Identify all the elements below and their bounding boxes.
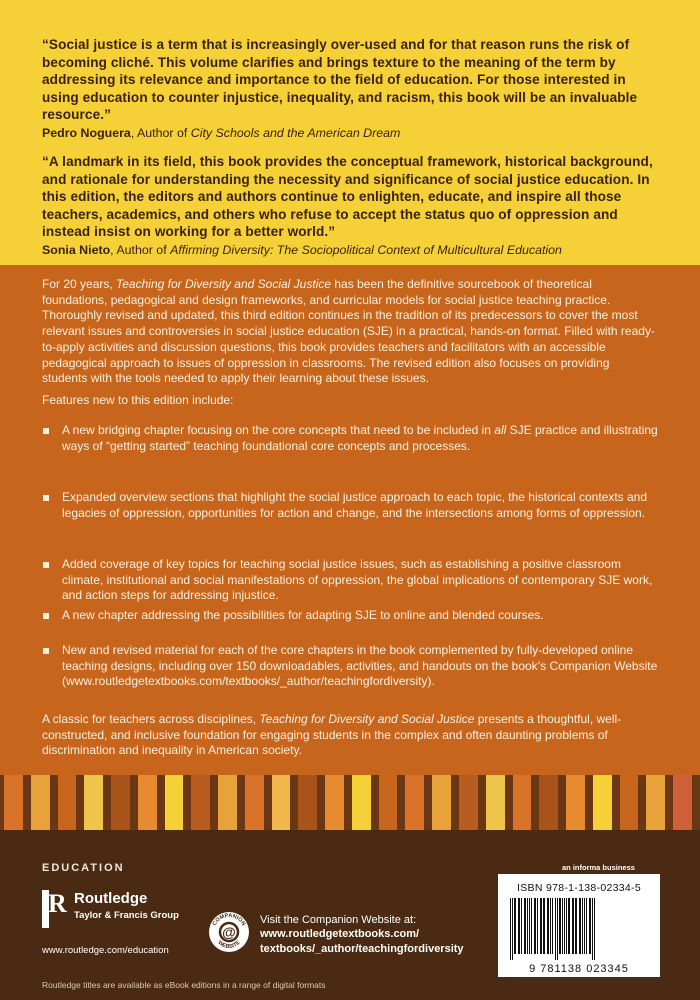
- badge-top-text: COMPANION: [211, 912, 247, 927]
- barcode-bar: [557, 898, 558, 960]
- quote-role: , Author of: [110, 242, 171, 257]
- companion-intro: Visit the Companion Website at:: [260, 914, 417, 926]
- barcode-bar: [529, 898, 530, 954]
- decorative-stripe: [646, 775, 665, 830]
- barcode-bar: [582, 898, 583, 954]
- barcode-bar: [568, 898, 570, 954]
- barcode-bar: [584, 898, 585, 954]
- barcode-bar: [566, 898, 567, 954]
- barcode-bar: [572, 898, 574, 954]
- bullet-square-icon: [43, 562, 49, 568]
- barcode-bar: [537, 898, 538, 954]
- decorative-stripe: [352, 775, 371, 830]
- feature-text-end: SJE practice and illustrating ways of “getting started” teaching foundational core concepts and processes.: [62, 423, 658, 453]
- decorative-stripe: [245, 775, 264, 830]
- barcode-bar: [592, 898, 593, 960]
- intro-paragraph: [42, 277, 658, 387]
- subject-category: EDUCATION: [42, 862, 125, 874]
- barcode-bar: [540, 898, 542, 954]
- companion-url-line-1[interactable]: www.routledgetextbooks.com/: [260, 928, 420, 940]
- decorative-stripe: [165, 775, 184, 830]
- intro-text-start: For 20 years,: [42, 277, 117, 291]
- endorsement-quote: [42, 153, 664, 258]
- quote-work: Affirming Diversity: The Sociopolitical Context of Multicultural Education: [170, 242, 562, 257]
- barcode-bar: [512, 898, 513, 960]
- bullet-square-icon: [43, 428, 49, 434]
- decorative-stripe: [593, 775, 612, 830]
- barcode-bar: [594, 898, 595, 960]
- decorative-stripe: [620, 775, 639, 830]
- feature-text: Expanded overview sections that highlight the social justice approach to each topic, the historical contexts and legacies of oppression, opportunities for action and change, and the intersections among forms of oppression.: [62, 490, 648, 520]
- feature-text: Added coverage of key topics for teaching social justice issues, such as establishing a positive classroom climate, institutional and social manifestations of oppression, the global implications of contemporary SJE work, and action steps for addressing injustice.: [62, 557, 653, 603]
- closing-text-start: A classic for teachers across disciplines,: [42, 712, 260, 726]
- quote-text: “Social justice is a term that is increasingly over-used and for that reason runs the risk of becoming cliché. This volume clarifies and brings texture to the meaning of the term by addressing its relevance and importance to the field of education. For those interested in using education to counter injustice, inequality, and racism, this book will be an invaluable resource.”: [42, 37, 638, 123]
- barcode-bar: [524, 898, 526, 954]
- quote-author: Pedro Noguera: [42, 125, 131, 140]
- barcode-bar: [547, 898, 549, 954]
- barcode-bar: [579, 898, 581, 954]
- bullet-square-icon: [43, 495, 49, 501]
- quote-author: Sonia Nieto: [42, 242, 111, 257]
- decorative-stripe: [272, 775, 291, 830]
- ebook-note: Routledge titles are available as eBook editions in a range of digital formats: [42, 980, 326, 990]
- barcode-bar: [510, 898, 511, 960]
- features-heading: Features new to this edition include:: [42, 393, 234, 407]
- barcode-bar: [564, 898, 565, 954]
- publisher-footer: [0, 830, 700, 1000]
- quote-attribution: [42, 126, 664, 141]
- companion-website-info: [260, 913, 500, 956]
- decorative-stripe: [298, 775, 317, 830]
- publisher-name: Routledge: [74, 890, 148, 907]
- publisher-group: Taylor & Francis Group: [74, 910, 179, 921]
- routledge-mark-letter: R: [48, 890, 67, 918]
- quote-role: , Author of: [130, 125, 191, 140]
- barcode-bar: [575, 898, 577, 954]
- decorative-stripe: [191, 775, 210, 830]
- feature-emphasis: all: [494, 423, 507, 437]
- closing-paragraph: [42, 712, 658, 759]
- bullet-square-icon: [43, 648, 49, 654]
- companion-url-line-2[interactable]: textbooks/_author/teachingfordiversity: [260, 942, 464, 955]
- barcode-bar: [586, 898, 587, 954]
- decorative-stripe: [459, 775, 478, 830]
- isbn-number: ISBN 978-1-138-02334-5: [517, 882, 641, 894]
- decorative-stripe: [405, 775, 424, 830]
- badge-bottom-text: WEBSITE: [216, 939, 242, 951]
- decorative-stripe: [432, 775, 451, 830]
- barcode-bar: [559, 898, 561, 954]
- barcode-digits: 9 781138 023345: [529, 963, 629, 975]
- barcode-bar: [527, 898, 528, 954]
- closing-text-end: presents a thoughtful, well-constructed, and inclusive foundation for engaging students in the complex and often daunting problems of discrimination and inequality in American society.: [42, 712, 622, 758]
- barcode-bar: [534, 898, 536, 954]
- quote-attribution: [42, 243, 664, 258]
- book-title-italic: Teaching for Diversity and Social Justice: [259, 712, 475, 726]
- feature-text-start: A new bridging chapter focusing on the core concepts that need to be included in: [62, 423, 495, 437]
- decorative-stripe: [58, 775, 77, 830]
- svg-text:@: @: [222, 924, 236, 940]
- barcode-graphic: [498, 874, 660, 977]
- description-section: [0, 265, 700, 775]
- decorative-stripe: [111, 775, 130, 830]
- decorative-stripe: [84, 775, 103, 830]
- decorative-stripe: [486, 775, 505, 830]
- decorative-stripe: [4, 775, 23, 830]
- bullet-square-icon: [43, 613, 49, 619]
- barcode-bar: [543, 898, 545, 954]
- barcode-bar: [518, 898, 520, 954]
- book-title-italic: Teaching for Diversity and Social Justice: [116, 277, 332, 291]
- barcode-bar: [552, 898, 553, 954]
- barcode-bar: [562, 898, 563, 954]
- barcode-bar: [514, 898, 516, 954]
- decorative-stripe: [218, 775, 237, 830]
- barcode-bar: [531, 898, 532, 954]
- informa-tagline: an informa business: [562, 863, 635, 872]
- decorative-stripe: [31, 775, 50, 830]
- decorative-stripe: [325, 775, 344, 830]
- barcode-bar: [589, 898, 591, 954]
- decorative-stripe-band: [0, 775, 700, 830]
- feature-text: A new chapter addressing the possibilities for adapting SJE to online and blended courses.: [62, 608, 544, 622]
- decorative-stripe: [673, 775, 692, 830]
- quote-text: “A landmark in its field, this book provides the conceptual framework, historical background, and rationale for understanding the necessity and significance of social justice education. In this edition, the editors and authors continue to enlighten, educate, and inspire all those teachers, academics, and others who refuse to accept the status quo of oppression and instead insist on working for a better world.”: [42, 154, 653, 240]
- intro-text-end: has been the definitive sourcebook of theoretical foundations, pedagogical and design frameworks, and curricular models for social justice teaching practice. Thoroughly revised and updated, this third edition continues in the tradition of its predecessors to cover the most relevant issues and controversies in social justice education (SJE) in a practical, hands-on format. Filled with ready-to-apply activities and discussion questions, this book provides teachers and facilitators with an accessible pedagogical approach to issues of oppression in classrooms. The revised edition also focuses on providing students with the tools needed to apply their learning about these issues.: [42, 277, 655, 386]
- decorative-stripe: [138, 775, 157, 830]
- decorative-stripe: [566, 775, 585, 830]
- endorsements-section: [0, 0, 700, 265]
- feature-text: New and revised material for each of the core chapters in the book complemented by fully-developed online teaching designs, including over 150 downloadables, activities, and handouts on the book’s Companion Website (www.routledgetextbooks.com/textbooks/_author/teachingfordiversity).: [62, 643, 658, 689]
- quote-work: City Schools and the American Dream: [190, 125, 401, 140]
- routledge-r-icon: [42, 890, 68, 928]
- isbn-barcode: [498, 874, 660, 977]
- decorative-stripe: [539, 775, 558, 830]
- barcode-bar: [555, 898, 556, 960]
- decorative-stripe: [513, 775, 532, 830]
- decorative-stripe: [379, 775, 398, 830]
- publisher-url[interactable]: www.routledge.com/education: [42, 945, 169, 956]
- barcode-bar: [550, 898, 551, 954]
- barcode-bar: [521, 898, 522, 954]
- feature-text: [62, 423, 662, 454]
- companion-website-badge-icon: [207, 910, 251, 954]
- endorsement-quote: [42, 36, 664, 141]
